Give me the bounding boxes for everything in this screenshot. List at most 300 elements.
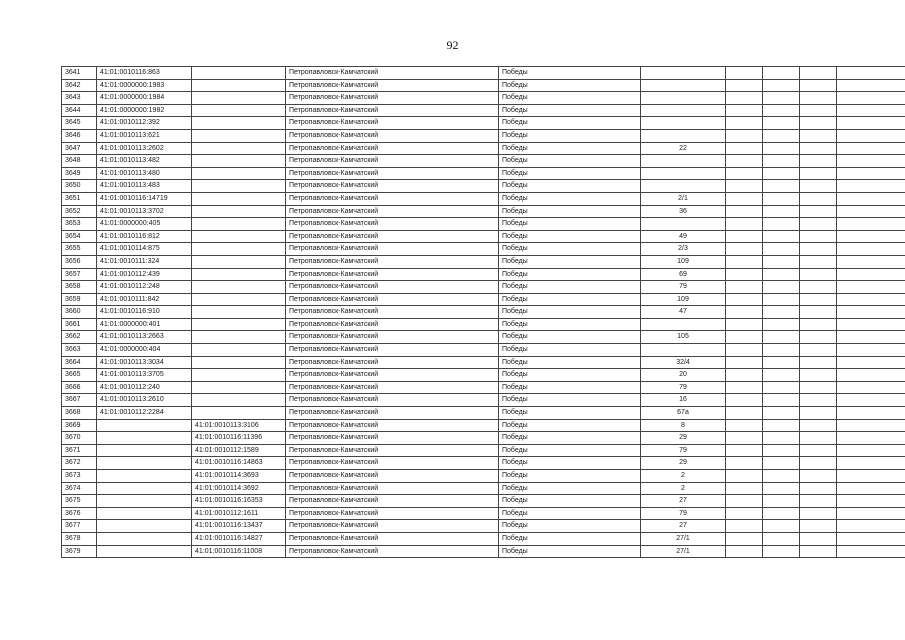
empty-cell (763, 67, 800, 80)
house-number-cell: 2 (641, 470, 726, 483)
cadastral-number-alt-cell (192, 243, 286, 256)
empty-cell (800, 331, 837, 344)
empty-cell (763, 381, 800, 394)
cadastral-number-alt-cell: 41:01:0010114:3693 (192, 470, 286, 483)
empty-cell (726, 381, 763, 394)
empty-cell (763, 117, 800, 130)
street-cell: Победы (499, 293, 641, 306)
cadastral-number-cell: 41:01:0010111:324 (97, 255, 192, 268)
cadastral-number-cell (97, 495, 192, 508)
cadastral-number-alt-cell (192, 306, 286, 319)
cadastral-number-alt-cell (192, 344, 286, 357)
table-row (62, 520, 905, 533)
empty-cell (763, 356, 800, 369)
house-number-cell (641, 104, 726, 117)
city-cell: Петропавловск-Камчатский (286, 104, 499, 117)
cadastral-number-alt-cell (192, 255, 286, 268)
row-number-cell: 3671 (62, 444, 97, 457)
row-number-cell: 3646 (62, 129, 97, 142)
row-number-cell: 3648 (62, 155, 97, 168)
empty-cell (763, 331, 800, 344)
empty-cell (837, 92, 905, 105)
empty-cell (800, 104, 837, 117)
row-number-cell: 3647 (62, 142, 97, 155)
street-cell: Победы (499, 381, 641, 394)
row-number-cell: 3649 (62, 167, 97, 180)
cadastral-number-cell (97, 470, 192, 483)
table-row (62, 293, 905, 306)
cadastral-number-alt-cell: 41:01:0010113:3106 (192, 419, 286, 432)
table-row (62, 495, 905, 508)
city-cell: Петропавловск-Камчатский (286, 79, 499, 92)
city-cell: Петропавловск-Камчатский (286, 482, 499, 495)
row-number-cell: 3656 (62, 255, 97, 268)
cadastral-number-alt-cell (192, 167, 286, 180)
street-cell: Победы (499, 155, 641, 168)
empty-cell (763, 155, 800, 168)
city-cell: Петропавловск-Камчатский (286, 255, 499, 268)
row-number-cell: 3677 (62, 520, 97, 533)
street-cell: Победы (499, 92, 641, 105)
cadastral-number-alt-cell: 41:01:0010116:14863 (192, 457, 286, 470)
cadastral-number-cell: 41:01:0010113:3705 (97, 369, 192, 382)
city-cell: Петропавловск-Камчатский (286, 230, 499, 243)
cadastral-number-alt-cell (192, 318, 286, 331)
cadastral-number-cell: 41:01:0010116:812 (97, 230, 192, 243)
empty-cell (726, 545, 763, 558)
empty-cell (837, 255, 905, 268)
cadastral-number-alt-cell: 41:01:0010112:1589 (192, 444, 286, 457)
empty-cell (726, 255, 763, 268)
empty-cell (726, 331, 763, 344)
city-cell: Петропавловск-Камчатский (286, 532, 499, 545)
cadastral-number-alt-cell (192, 79, 286, 92)
table-row (62, 192, 905, 205)
house-number-cell (641, 92, 726, 105)
cadastral-number-cell: 41:01:0010113:482 (97, 155, 192, 168)
table-row (62, 369, 905, 382)
empty-cell (837, 495, 905, 508)
empty-cell (800, 293, 837, 306)
empty-cell (800, 243, 837, 256)
table-row (62, 117, 905, 130)
street-cell: Победы (499, 545, 641, 558)
street-cell: Победы (499, 67, 641, 80)
empty-cell (726, 444, 763, 457)
street-cell: Победы (499, 192, 641, 205)
empty-cell (763, 281, 800, 294)
street-cell: Победы (499, 281, 641, 294)
cadastral-number-cell: 41:01:0010113:621 (97, 129, 192, 142)
cadastral-number-cell (97, 482, 192, 495)
empty-cell (763, 243, 800, 256)
table-row (62, 394, 905, 407)
cadastral-number-alt-cell: 41:01:0010116:13437 (192, 520, 286, 533)
table-row (62, 243, 905, 256)
house-number-cell: 67а (641, 407, 726, 420)
empty-cell (837, 104, 905, 117)
cadastral-number-cell: 41:01:0010114:875 (97, 243, 192, 256)
street-cell: Победы (499, 470, 641, 483)
cadastral-number-cell: 41:01:0010112:392 (97, 117, 192, 130)
cadastral-number-cell: 41:01:0010116:14719 (97, 192, 192, 205)
house-number-cell: 79 (641, 381, 726, 394)
empty-cell (800, 470, 837, 483)
empty-cell (837, 306, 905, 319)
table-row (62, 218, 905, 231)
empty-cell (837, 142, 905, 155)
empty-cell (837, 356, 905, 369)
empty-cell (800, 318, 837, 331)
street-cell: Победы (499, 218, 641, 231)
house-number-cell (641, 67, 726, 80)
empty-cell (726, 230, 763, 243)
empty-cell (726, 470, 763, 483)
row-number-cell: 3642 (62, 79, 97, 92)
empty-cell (726, 457, 763, 470)
house-number-cell: 47 (641, 306, 726, 319)
street-cell: Победы (499, 407, 641, 420)
street-cell: Победы (499, 79, 641, 92)
empty-cell (726, 117, 763, 130)
row-number-cell: 3644 (62, 104, 97, 117)
city-cell: Петропавловск-Камчатский (286, 545, 499, 558)
city-cell: Петропавловск-Камчатский (286, 92, 499, 105)
empty-cell (726, 67, 763, 80)
row-number-cell: 3641 (62, 67, 97, 80)
street-cell: Победы (499, 180, 641, 193)
empty-cell (763, 520, 800, 533)
row-number-cell: 3661 (62, 318, 97, 331)
empty-cell (800, 255, 837, 268)
row-number-cell: 3651 (62, 192, 97, 205)
table-row (62, 318, 905, 331)
empty-cell (837, 117, 905, 130)
empty-cell (726, 344, 763, 357)
row-number-cell: 3663 (62, 344, 97, 357)
street-cell: Победы (499, 356, 641, 369)
row-number-cell: 3657 (62, 268, 97, 281)
empty-cell (763, 205, 800, 218)
row-number-cell: 3658 (62, 281, 97, 294)
city-cell: Петропавловск-Камчатский (286, 293, 499, 306)
house-number-cell: 79 (641, 507, 726, 520)
empty-cell (763, 92, 800, 105)
empty-cell (837, 167, 905, 180)
empty-cell (763, 482, 800, 495)
cadastral-number-cell (97, 444, 192, 457)
city-cell: Петропавловск-Камчатский (286, 344, 499, 357)
empty-cell (837, 507, 905, 520)
empty-cell (763, 293, 800, 306)
cadastral-number-cell (97, 432, 192, 445)
table-row (62, 255, 905, 268)
table-row (62, 67, 905, 80)
city-cell: Петропавловск-Камчатский (286, 331, 499, 344)
table-row (62, 482, 905, 495)
street-cell: Победы (499, 482, 641, 495)
empty-cell (763, 457, 800, 470)
row-number-cell: 3676 (62, 507, 97, 520)
cadastral-number-alt-cell (192, 407, 286, 420)
row-number-cell: 3673 (62, 470, 97, 483)
street-cell: Победы (499, 532, 641, 545)
table-row (62, 142, 905, 155)
empty-cell (800, 67, 837, 80)
table-row (62, 92, 905, 105)
empty-cell (763, 407, 800, 420)
street-cell: Победы (499, 142, 641, 155)
empty-cell (763, 306, 800, 319)
cadastral-number-alt-cell (192, 205, 286, 218)
house-number-cell: 109 (641, 255, 726, 268)
empty-cell (800, 205, 837, 218)
empty-cell (800, 394, 837, 407)
house-number-cell: 27 (641, 495, 726, 508)
empty-cell (800, 268, 837, 281)
street-cell: Победы (499, 520, 641, 533)
empty-cell (726, 520, 763, 533)
empty-cell (763, 218, 800, 231)
city-cell: Петропавловск-Камчатский (286, 281, 499, 294)
table-row (62, 457, 905, 470)
empty-cell (763, 104, 800, 117)
cadastral-number-cell: 41:01:0010113:2610 (97, 394, 192, 407)
street-cell: Победы (499, 318, 641, 331)
city-cell: Петропавловск-Камчатский (286, 495, 499, 508)
row-number-cell: 3664 (62, 356, 97, 369)
house-number-cell (641, 117, 726, 130)
house-number-cell: 2 (641, 482, 726, 495)
house-number-cell: 16 (641, 394, 726, 407)
empty-cell (837, 281, 905, 294)
empty-cell (800, 432, 837, 445)
page-number: 92 (446, 38, 459, 52)
city-cell: Петропавловск-Камчатский (286, 470, 499, 483)
row-number-cell: 3665 (62, 369, 97, 382)
house-number-cell (641, 344, 726, 357)
empty-cell (763, 268, 800, 281)
row-number-cell: 3650 (62, 180, 97, 193)
empty-cell (763, 419, 800, 432)
house-number-cell (641, 79, 726, 92)
empty-cell (837, 482, 905, 495)
house-number-cell: 109 (641, 293, 726, 306)
house-number-cell: 27 (641, 520, 726, 533)
house-number-cell: 32/4 (641, 356, 726, 369)
cadastral-number-alt-cell (192, 281, 286, 294)
empty-cell (837, 318, 905, 331)
empty-cell (763, 495, 800, 508)
cadastral-number-cell: 41:01:0010113:2663 (97, 331, 192, 344)
table-row (62, 356, 905, 369)
cadastral-number-alt-cell: 41:01:0010112:1611 (192, 507, 286, 520)
cadastral-number-cell (97, 419, 192, 432)
street-cell: Победы (499, 167, 641, 180)
empty-cell (726, 482, 763, 495)
cadastral-number-alt-cell (192, 381, 286, 394)
row-number-cell: 3645 (62, 117, 97, 130)
empty-cell (800, 192, 837, 205)
empty-cell (726, 104, 763, 117)
empty-cell (800, 129, 837, 142)
empty-cell (763, 432, 800, 445)
row-number-cell: 3667 (62, 394, 97, 407)
empty-cell (763, 79, 800, 92)
city-cell: Петропавловск-Камчатский (286, 192, 499, 205)
empty-cell (800, 142, 837, 155)
street-cell: Победы (499, 129, 641, 142)
empty-cell (726, 243, 763, 256)
empty-cell (800, 381, 837, 394)
house-number-cell (641, 167, 726, 180)
city-cell: Петропавловск-Камчатский (286, 407, 499, 420)
cadastral-number-alt-cell (192, 218, 286, 231)
empty-cell (837, 180, 905, 193)
empty-cell (800, 444, 837, 457)
cadastral-number-cell: 41:01:0010113:480 (97, 167, 192, 180)
house-number-cell: 36 (641, 205, 726, 218)
city-cell: Петропавловск-Камчатский (286, 520, 499, 533)
cadastral-number-cell: 41:01:0010113:2602 (97, 142, 192, 155)
city-cell: Петропавловск-Камчатский (286, 268, 499, 281)
empty-cell (763, 192, 800, 205)
city-cell: Петропавловск-Камчатский (286, 381, 499, 394)
empty-cell (800, 482, 837, 495)
row-number-cell: 3675 (62, 495, 97, 508)
table-row (62, 432, 905, 445)
row-number-cell: 3672 (62, 457, 97, 470)
empty-cell (800, 457, 837, 470)
empty-cell (726, 268, 763, 281)
empty-cell (763, 180, 800, 193)
empty-cell (800, 167, 837, 180)
cadastral-number-alt-cell (192, 268, 286, 281)
house-number-cell (641, 218, 726, 231)
city-cell: Петропавловск-Камчатский (286, 167, 499, 180)
empty-cell (726, 507, 763, 520)
empty-cell (763, 318, 800, 331)
cadastral-number-alt-cell (192, 129, 286, 142)
city-cell: Петропавловск-Камчатский (286, 419, 499, 432)
empty-cell (837, 344, 905, 357)
empty-cell (763, 167, 800, 180)
table-row (62, 281, 905, 294)
house-number-cell (641, 129, 726, 142)
cadastral-number-cell: 41:01:0010113:483 (97, 180, 192, 193)
house-number-cell: 29 (641, 432, 726, 445)
street-cell: Победы (499, 507, 641, 520)
street-cell: Победы (499, 495, 641, 508)
empty-cell (726, 419, 763, 432)
cadastral-number-alt-cell: 41:01:0010114:3692 (192, 482, 286, 495)
street-cell: Победы (499, 369, 641, 382)
cadastral-number-alt-cell: 41:01:0010116:16353 (192, 495, 286, 508)
empty-cell (726, 356, 763, 369)
row-number-cell: 3662 (62, 331, 97, 344)
house-number-cell: 27/1 (641, 545, 726, 558)
table-body (62, 67, 905, 558)
cadastral-number-cell: 41:01:0000000:1982 (97, 104, 192, 117)
table-row (62, 79, 905, 92)
cadastral-number-cell: 41:01:0010113:3034 (97, 356, 192, 369)
house-number-cell: 49 (641, 230, 726, 243)
city-cell: Петропавловск-Камчатский (286, 67, 499, 80)
cadastral-number-cell: 41:01:0010111:842 (97, 293, 192, 306)
cadastral-number-alt-cell (192, 155, 286, 168)
row-number-cell: 3669 (62, 419, 97, 432)
table-row (62, 129, 905, 142)
city-cell: Петропавловск-Камчатский (286, 507, 499, 520)
cadastral-number-alt-cell (192, 331, 286, 344)
empty-cell (726, 293, 763, 306)
house-number-cell: 69 (641, 268, 726, 281)
city-cell: Петропавловск-Камчатский (286, 243, 499, 256)
table-row (62, 532, 905, 545)
row-number-cell: 3668 (62, 407, 97, 420)
house-number-cell (641, 155, 726, 168)
street-cell: Победы (499, 255, 641, 268)
empty-cell (800, 344, 837, 357)
empty-cell (800, 180, 837, 193)
house-number-cell (641, 318, 726, 331)
empty-cell (763, 470, 800, 483)
empty-cell (800, 79, 837, 92)
empty-cell (837, 331, 905, 344)
table-row (62, 230, 905, 243)
house-number-cell: 8 (641, 419, 726, 432)
cadastral-number-cell (97, 520, 192, 533)
table-row (62, 470, 905, 483)
cadastral-number-alt-cell: 41:01:0010116:11396 (192, 432, 286, 445)
row-number-cell: 3655 (62, 243, 97, 256)
cadastral-number-alt-cell (192, 192, 286, 205)
empty-cell (837, 432, 905, 445)
empty-cell (726, 192, 763, 205)
street-cell: Победы (499, 394, 641, 407)
cadastral-number-cell (97, 507, 192, 520)
empty-cell (800, 369, 837, 382)
cadastral-number-cell: 41:01:0010116:863 (97, 67, 192, 80)
empty-cell (800, 407, 837, 420)
empty-cell (837, 381, 905, 394)
table-row (62, 331, 905, 344)
cadastral-number-alt-cell (192, 117, 286, 130)
empty-cell (837, 268, 905, 281)
cadastral-number-alt-cell: 41:01:0010116:11008 (192, 545, 286, 558)
cadastral-number-cell: 41:01:0010112:2284 (97, 407, 192, 420)
empty-cell (726, 92, 763, 105)
row-number-cell: 3674 (62, 482, 97, 495)
empty-cell (800, 495, 837, 508)
table-row (62, 407, 905, 420)
cadastral-number-cell: 41:01:0010112:240 (97, 381, 192, 394)
empty-cell (837, 394, 905, 407)
row-number-cell: 3666 (62, 381, 97, 394)
cadastral-number-alt-cell (192, 180, 286, 193)
table-row (62, 155, 905, 168)
house-number-cell: 79 (641, 281, 726, 294)
row-number-cell: 3670 (62, 432, 97, 445)
table-row (62, 507, 905, 520)
empty-cell (726, 79, 763, 92)
street-cell: Победы (499, 268, 641, 281)
empty-cell (837, 419, 905, 432)
house-number-cell: 2/3 (641, 243, 726, 256)
empty-cell (763, 230, 800, 243)
empty-cell (726, 394, 763, 407)
empty-cell (726, 155, 763, 168)
